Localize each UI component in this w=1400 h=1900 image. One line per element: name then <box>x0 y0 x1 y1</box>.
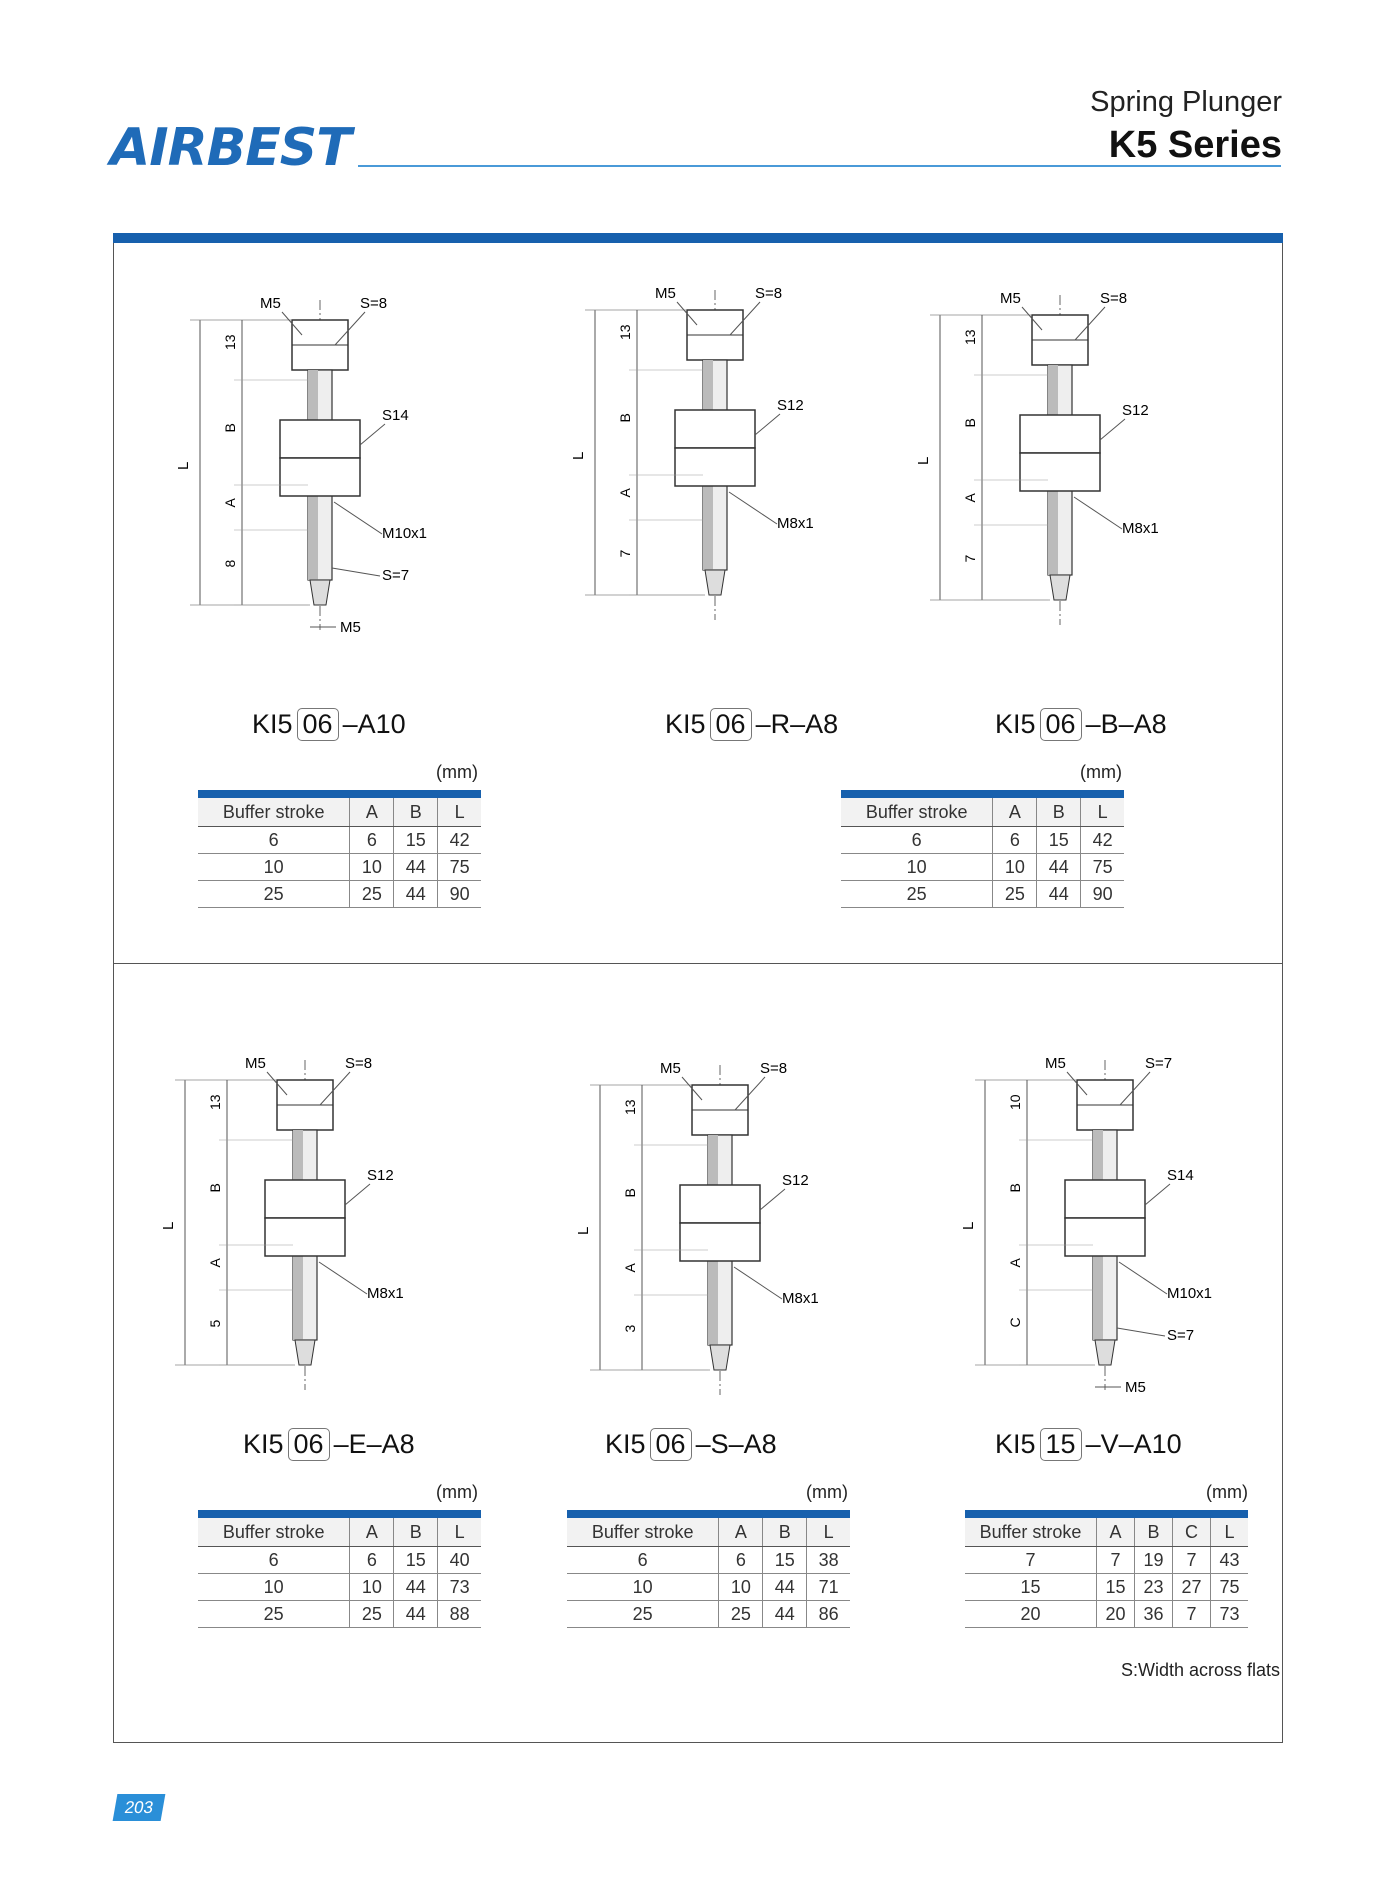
lock-nut <box>680 1185 760 1223</box>
table-header-cell: A <box>993 798 1037 827</box>
plunger-tip <box>1095 1340 1115 1365</box>
table-row <box>198 1574 481 1601</box>
table-cell: 73 <box>438 1574 481 1601</box>
dim-label-segment: A <box>222 498 238 508</box>
leader-line <box>360 424 385 445</box>
dim-label-segment: 7 <box>617 549 633 558</box>
callout-wrench-size: S=8 <box>360 295 388 312</box>
callout-thread: M10x1 <box>382 525 428 542</box>
table-cell: 40 <box>438 1547 481 1574</box>
table-cell: 15 <box>1096 1574 1134 1601</box>
panel-top-bar <box>113 233 1283 243</box>
table-header-cell: Buffer stroke <box>965 1518 1096 1547</box>
table-cell: 20 <box>965 1601 1096 1628</box>
spec-table-3 <box>198 1510 481 1628</box>
dim-label-overall: L <box>960 1221 977 1230</box>
callout-bottom-thread: M5 <box>340 619 361 636</box>
callout-wrench-size: S=8 <box>345 1055 373 1072</box>
table-header-cell: L <box>1211 1518 1248 1547</box>
table-header-cell: A <box>719 1518 763 1547</box>
table-cell: 75 <box>1211 1574 1248 1601</box>
table-header-cell: Buffer stroke <box>567 1518 719 1547</box>
table-cell: 25 <box>350 881 394 908</box>
table-cell: 25 <box>719 1601 763 1628</box>
callout-top-thread: M5 <box>1000 290 1021 307</box>
model-label-4: KI5 06 –S–A8 <box>605 1429 777 1459</box>
dim-label-segment: 13 <box>622 1099 638 1115</box>
lock-nut <box>675 448 755 486</box>
callout-top-thread: M5 <box>260 295 281 312</box>
lock-nut <box>265 1218 345 1256</box>
table-cell: 44 <box>394 854 438 881</box>
lock-nut <box>1065 1180 1145 1218</box>
table-cell: 44 <box>1037 854 1081 881</box>
unit-label-3: (mm) <box>436 1482 478 1502</box>
plunger-tip <box>310 580 330 605</box>
unit-label-2: (mm) <box>1080 762 1122 782</box>
table-row <box>567 1601 850 1628</box>
dim-label-segment: 3 <box>622 1324 638 1333</box>
callout-nut-size: S12 <box>782 1172 809 1189</box>
model-label-5: KI5 15 –V–A10 <box>995 1429 1182 1459</box>
dim-label-overall: L <box>915 456 932 465</box>
table-cell: 86 <box>807 1601 850 1628</box>
table-cell: 6 <box>567 1547 719 1574</box>
footnote: S:Width across flats <box>1120 1660 1280 1680</box>
spec-table-2 <box>841 790 1124 908</box>
dim-label-overall: L <box>175 461 192 470</box>
lock-nut <box>1020 453 1100 491</box>
table-row <box>841 827 1124 854</box>
table-cell: 10 <box>198 854 350 881</box>
spec-table-4 <box>567 1510 850 1628</box>
table-cell: 15 <box>394 827 438 854</box>
table-cell: 71 <box>807 1574 850 1601</box>
dim-label-segment: 13 <box>207 1094 223 1110</box>
table-cell: 20 <box>1096 1601 1134 1628</box>
table-cell: 15 <box>394 1547 438 1574</box>
dim-label-segment: B <box>622 1188 638 1198</box>
callout-nut-size: S12 <box>1122 402 1149 419</box>
table-header-cell: B <box>1134 1518 1172 1547</box>
table-cell: 19 <box>1134 1547 1172 1574</box>
table-row <box>841 881 1124 908</box>
table-row <box>198 827 481 854</box>
diagram-2 <box>910 275 1210 645</box>
callout-wrench-size: S=8 <box>1100 290 1128 307</box>
table-row <box>198 881 481 908</box>
callout-thread: M10x1 <box>1167 1285 1213 1302</box>
leader-line <box>755 414 780 435</box>
table-cell: 7 <box>965 1547 1096 1574</box>
dim-label-segment: B <box>962 418 978 428</box>
dim-label-segment: 8 <box>222 559 238 568</box>
leader-line <box>734 1267 782 1299</box>
callout-thread: M8x1 <box>777 515 814 532</box>
leader-line <box>1145 1184 1170 1205</box>
dim-label-overall: L <box>160 1221 177 1230</box>
dim-label-segment: 10 <box>1007 1094 1023 1110</box>
model-label-3: KI5 06 –E–A8 <box>243 1429 415 1459</box>
dim-label-overall: L <box>575 1226 592 1235</box>
dim-label-segment: 13 <box>222 334 238 350</box>
table-cell: 44 <box>394 1574 438 1601</box>
table-cell: 44 <box>763 1601 807 1628</box>
diagram-5 <box>955 1040 1255 1410</box>
leader-line <box>1119 1262 1167 1294</box>
table-header-cell: L <box>438 1518 481 1547</box>
dim-label-segment: A <box>207 1258 223 1268</box>
model-label-2: KI5 06 –B–A8 <box>995 709 1167 739</box>
leader-line <box>760 1189 785 1210</box>
callout-top-thread: M5 <box>245 1055 266 1072</box>
table-header-cell: B <box>394 798 438 827</box>
callout-top-thread: M5 <box>655 285 676 302</box>
dim-label-overall: L <box>570 451 587 460</box>
spec-table-5 <box>965 1510 1248 1628</box>
dim-label-segment: B <box>207 1183 223 1193</box>
dim-label-segment: C <box>1007 1317 1023 1328</box>
table-cell: 7 <box>1173 1601 1211 1628</box>
callout-top-thread: M5 <box>660 1060 681 1077</box>
callout-lower-wrench: S=7 <box>382 567 410 584</box>
table-header-cell: A <box>1096 1518 1134 1547</box>
model-label-1: KI5 06 –R–A8 <box>665 709 839 739</box>
table-cell: 7 <box>1096 1547 1134 1574</box>
table-row <box>567 1547 850 1574</box>
table-cell: 38 <box>807 1547 850 1574</box>
table-header-cell: L <box>438 798 481 827</box>
table-cell: 6 <box>719 1547 763 1574</box>
table-cell: 6 <box>350 1547 394 1574</box>
dim-label-segment: 7 <box>962 554 978 563</box>
table-row <box>841 854 1124 881</box>
table-cell: 44 <box>763 1574 807 1601</box>
lock-nut <box>280 420 360 458</box>
table-cell: 44 <box>394 1601 438 1628</box>
callout-nut-size: S14 <box>1167 1167 1194 1184</box>
table-cell: 25 <box>841 881 993 908</box>
spec-table-0 <box>198 790 481 908</box>
table-cell: 25 <box>567 1601 719 1628</box>
plunger-tip <box>705 570 725 595</box>
diagram-0 <box>170 280 470 650</box>
table-header-cell: Buffer stroke <box>198 1518 350 1547</box>
table-cell: 75 <box>1081 854 1124 881</box>
callout-nut-size: S12 <box>777 397 804 414</box>
table-cell: 10 <box>993 854 1037 881</box>
dim-label-segment: A <box>617 488 633 498</box>
table-row <box>965 1601 1248 1628</box>
diagram-3 <box>155 1040 455 1410</box>
dim-label-segment: A <box>622 1263 638 1273</box>
table-cell: 44 <box>1037 881 1081 908</box>
dim-label-segment: 13 <box>962 329 978 345</box>
table-cell: 10 <box>719 1574 763 1601</box>
table-row <box>965 1574 1248 1601</box>
table-cell: 15 <box>1037 827 1081 854</box>
table-cell: 90 <box>1081 881 1124 908</box>
dim-label-segment: B <box>222 423 238 433</box>
unit-label-4: (mm) <box>806 1482 848 1502</box>
table-cell: 10 <box>350 1574 394 1601</box>
callout-bottom-thread: M5 <box>1125 1379 1146 1396</box>
plunger-tip <box>710 1345 730 1370</box>
table-row <box>198 1601 481 1628</box>
leader-line <box>1117 1328 1165 1336</box>
lock-nut <box>1020 415 1100 453</box>
header-series: K5 Series <box>1108 124 1282 166</box>
table-cell: 90 <box>438 881 481 908</box>
table-header-cell: L <box>1081 798 1124 827</box>
diagram-4 <box>570 1045 870 1415</box>
table-cell: 6 <box>350 827 394 854</box>
dim-label-segment: B <box>617 413 633 423</box>
leader-line <box>1100 419 1125 440</box>
table-cell: 73 <box>1211 1601 1248 1628</box>
table-header-cell: Buffer stroke <box>198 798 350 827</box>
leader-line <box>1074 497 1122 529</box>
dim-label-segment: A <box>1007 1258 1023 1268</box>
lock-nut <box>280 458 360 496</box>
table-cell: 25 <box>350 1601 394 1628</box>
table-header-cell: L <box>807 1518 850 1547</box>
table-cell: 25 <box>198 881 350 908</box>
dim-label-segment: 13 <box>617 324 633 340</box>
lock-nut <box>675 410 755 448</box>
table-header-cell: B <box>394 1518 438 1547</box>
table-row <box>198 854 481 881</box>
table-cell: 6 <box>993 827 1037 854</box>
callout-wrench-size: S=8 <box>755 285 783 302</box>
table-cell: 25 <box>993 881 1037 908</box>
leader-line <box>345 1184 370 1205</box>
table-cell: 42 <box>438 827 481 854</box>
table-cell: 10 <box>198 1574 350 1601</box>
table-cell: 15 <box>763 1547 807 1574</box>
table-row <box>965 1547 1248 1574</box>
table-cell: 10 <box>841 854 993 881</box>
callout-top-thread: M5 <box>1045 1055 1066 1072</box>
callout-nut-size: S12 <box>367 1167 394 1184</box>
table-cell: 23 <box>1134 1574 1172 1601</box>
table-cell: 27 <box>1173 1574 1211 1601</box>
table-cell: 88 <box>438 1601 481 1628</box>
page-number: 203 <box>113 1794 166 1821</box>
callout-wrench-size: S=8 <box>760 1060 788 1077</box>
callout-nut-size: S14 <box>382 407 409 424</box>
dim-label-segment: A <box>962 493 978 503</box>
dim-label-segment: 5 <box>207 1319 223 1328</box>
leader-line <box>332 568 380 576</box>
leader-line <box>319 1262 367 1294</box>
lock-nut <box>680 1223 760 1261</box>
table-header-cell: B <box>763 1518 807 1547</box>
table-cell: 7 <box>1173 1547 1211 1574</box>
table-header-cell: B <box>1037 798 1081 827</box>
plunger-tip <box>1050 575 1070 600</box>
table-cell: 43 <box>1211 1547 1248 1574</box>
callout-lower-wrench: S=7 <box>1167 1327 1195 1344</box>
table-cell: 10 <box>567 1574 719 1601</box>
leader-line <box>334 502 382 534</box>
table-cell: 42 <box>1081 827 1124 854</box>
unit-label-0: (mm) <box>436 762 478 782</box>
table-header-cell: Buffer stroke <box>841 798 993 827</box>
table-cell: 6 <box>198 827 350 854</box>
callout-thread: M8x1 <box>1122 520 1159 537</box>
model-label-0: KI5 06 –A10 <box>252 709 406 739</box>
table-row <box>198 1547 481 1574</box>
lock-nut <box>265 1180 345 1218</box>
table-cell: 36 <box>1134 1601 1172 1628</box>
table-cell: 10 <box>350 854 394 881</box>
table-cell: 6 <box>198 1547 350 1574</box>
callout-wrench-size: S=7 <box>1145 1055 1173 1072</box>
diagram-1 <box>565 270 865 640</box>
airbest-logo: AIRBEST <box>110 118 351 178</box>
table-cell: 15 <box>965 1574 1096 1601</box>
dim-label-segment: B <box>1007 1183 1023 1193</box>
callout-thread: M8x1 <box>367 1285 404 1302</box>
leader-line <box>729 492 777 524</box>
table-cell: 6 <box>841 827 993 854</box>
table-header-cell: A <box>350 798 394 827</box>
table-cell: 75 <box>438 854 481 881</box>
callout-thread: M8x1 <box>782 1290 819 1307</box>
table-cell: 44 <box>394 881 438 908</box>
panel-divider <box>113 963 1283 964</box>
table-header-cell: A <box>350 1518 394 1547</box>
header-category: Spring Plunger <box>1090 86 1282 118</box>
table-cell: 25 <box>198 1601 350 1628</box>
table-header-cell: C <box>1173 1518 1211 1547</box>
table-row <box>567 1574 850 1601</box>
lock-nut <box>1065 1218 1145 1256</box>
unit-label-5: (mm) <box>1206 1482 1248 1502</box>
plunger-tip <box>295 1340 315 1365</box>
